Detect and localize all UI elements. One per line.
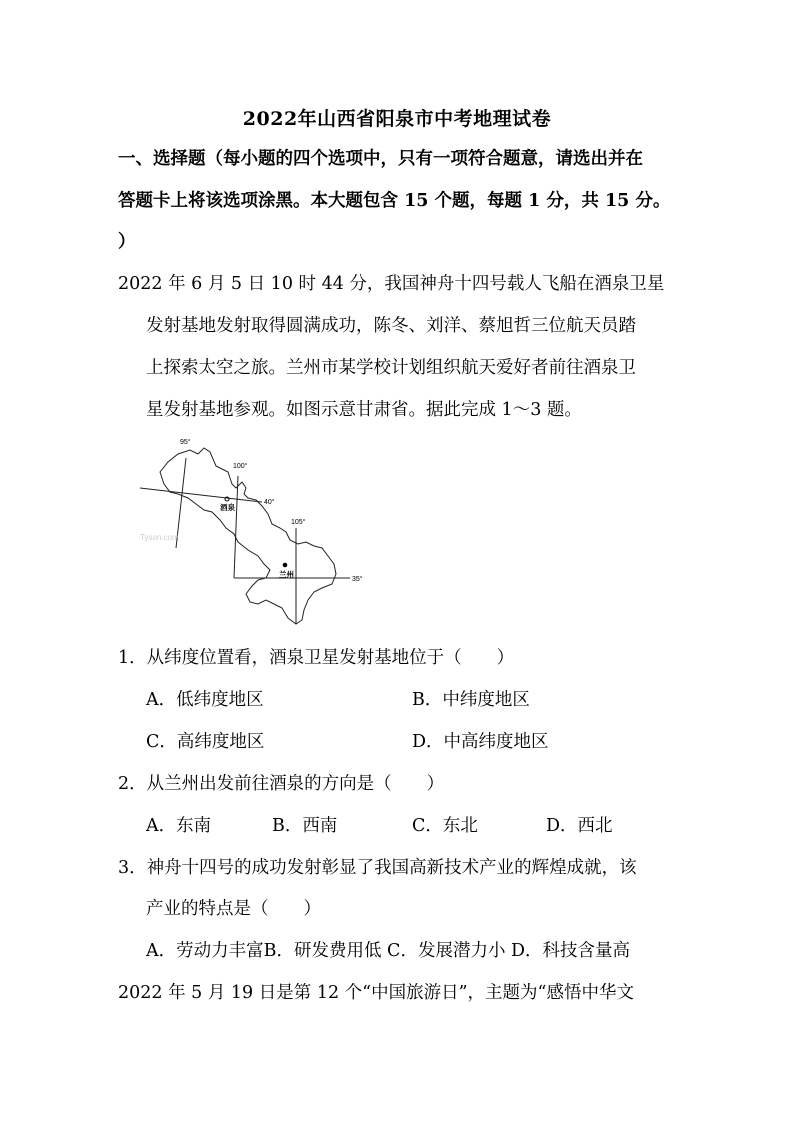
label-lanzhou: 兰州	[279, 570, 294, 579]
label-jiuquan: 酒泉	[220, 503, 235, 512]
label-95: 95°	[180, 439, 191, 446]
question-2-stem: 2．从兰州出发前往酒泉的方向是（ ）	[118, 774, 445, 794]
gansu-map	[138, 432, 378, 628]
question-2-option-d: D．西北	[546, 816, 613, 836]
question-1-option-a: A．低纬度地区	[146, 690, 264, 710]
passage2-line1: 2022 年 5 月 19 日是第 12 个“中国旅游日”，主题为“感悟中华文	[118, 983, 634, 1003]
section-heading-line2: 答题卡上将该选项涂黑。本大题包含 15 个题，每题 1 分，共 15 分。	[118, 191, 671, 211]
question-2-option-b: B．西南	[272, 816, 338, 836]
map-watermark: Tyson.com	[140, 533, 179, 542]
label-105: 105°	[291, 519, 306, 526]
question-1-option-d: D．中高纬度地区	[412, 732, 549, 752]
question-3-stem-line2: 产业的特点是（ ）	[146, 899, 321, 919]
passage-line2: 发射基地发射取得圆满成功，陈冬、刘洋、蔡旭哲三位航天员踏	[146, 316, 636, 336]
label-100: 100°	[233, 463, 248, 470]
section-heading-line3: ）	[118, 232, 136, 252]
meridian-100	[234, 476, 238, 578]
question-3-options: A．劳动力丰富B．研发费用低 C．发展潜力小 D．科技含量高	[146, 941, 631, 961]
question-2-option-a: A．东南	[146, 816, 212, 836]
gansu-outline	[160, 448, 336, 624]
parallel-40	[140, 488, 262, 502]
question-1-stem: 1．从纬度位置看，酒泉卫星发射基地位于（ ）	[118, 648, 515, 668]
question-1-option-b: B．中纬度地区	[412, 690, 530, 710]
question-3-stem-line1: 3．神舟十四号的成功发射彰显了我国高新技术产业的辉煌成就，该	[118, 858, 637, 878]
passage-line1: 2022 年 6 月 5 日 10 时 44 分，我国神舟十四号载人飞船在酒泉卫星	[118, 274, 665, 294]
passage-line3: 上探索太空之旅。兰州市某学校计划组织航天爱好者前往酒泉卫	[146, 358, 636, 378]
label-35: 35°	[352, 576, 363, 583]
passage-line4: 星发射基地参观。如图示意甘肃省。据此完成 1～3 题。	[146, 400, 582, 420]
page-title: 2022年山西省阳泉市中考地理试卷	[242, 108, 552, 130]
section-heading-line1: 一、选择题（每小题的四个选项中，只有一项符合题意，请选出并在	[118, 149, 643, 169]
lanzhou-marker	[283, 563, 288, 568]
question-1-option-c: C．高纬度地区	[146, 732, 265, 752]
label-40: 40°	[264, 499, 275, 506]
question-2-option-c: C．东北	[412, 816, 478, 836]
